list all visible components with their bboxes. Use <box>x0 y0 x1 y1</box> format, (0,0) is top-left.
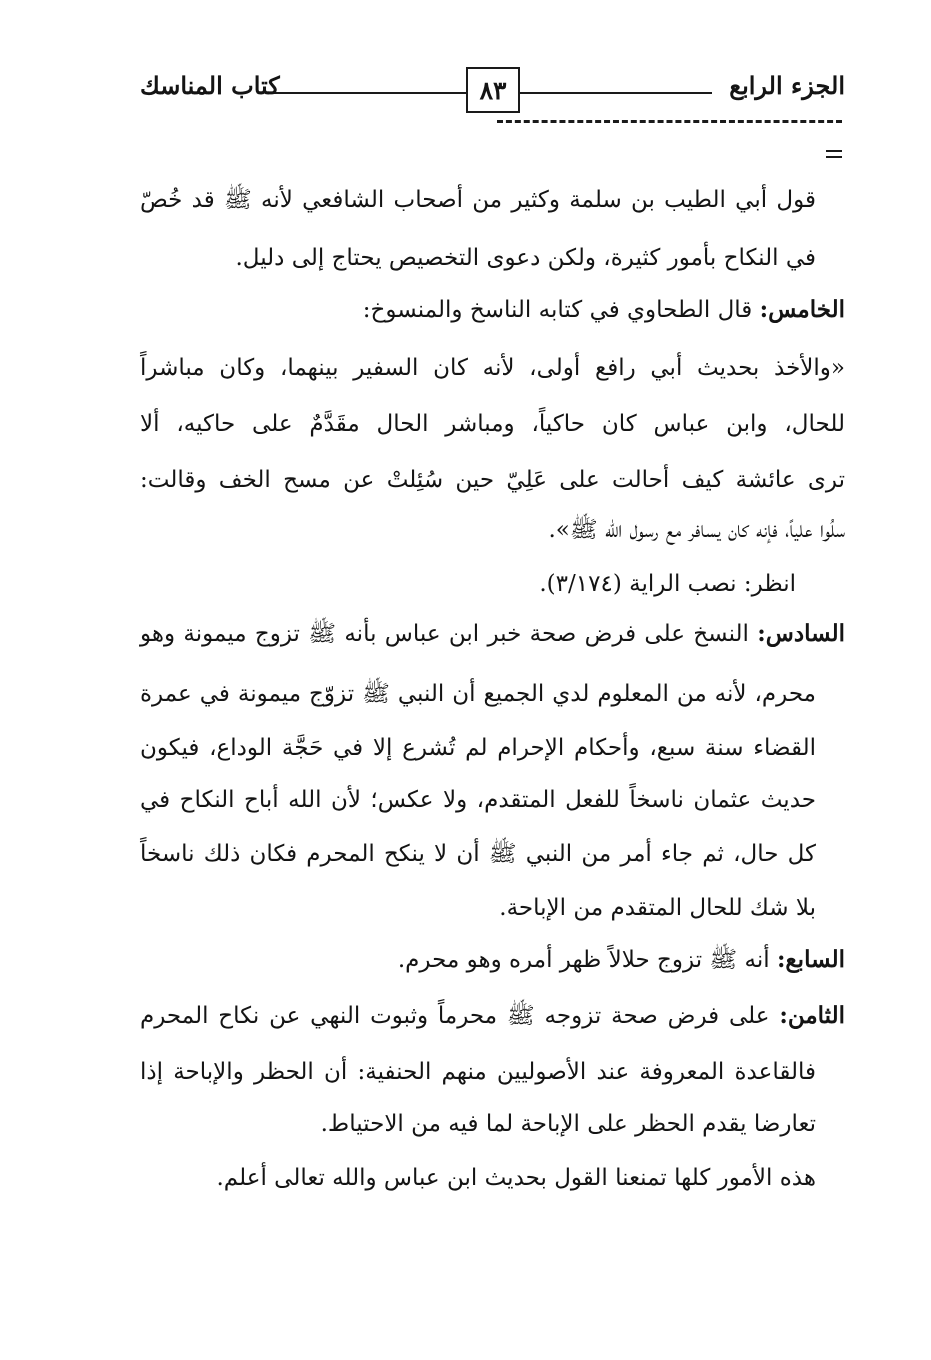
point-six <box>140 616 845 652</box>
point-eight-label: الثامن: <box>779 1002 846 1029</box>
point-seven-text: أنه ﷺ تزوج حلالاً ظهر أمره وهو محرم. <box>397 947 770 973</box>
page-number-box <box>466 67 520 113</box>
text-line-14: بلا شك للحال المتقدم من الإباحة. <box>499 895 816 921</box>
book-title: كتاب المناسك <box>140 71 280 100</box>
quote-line-2: للحال، وابن عباس كان حاكياً، ومباشر الحال مقَدَّمٌ على حاكيه، ألا <box>140 411 845 437</box>
point-eight-text: على فرض صحة تزوجه ﷺ محرماً وثبوت النهي عن نكاح المحرم <box>140 1003 770 1029</box>
page-number: ٨٣ <box>479 75 507 105</box>
header-rule-right <box>520 92 712 94</box>
text-line-18: تعارضا يقدم الحظر على الإباحة لما فيه من الاحتياط. <box>320 1111 816 1137</box>
separator-mark-bottom <box>826 156 842 158</box>
point-seven-label: السابع: <box>776 946 845 973</box>
text-line-17: فالقاعدة المعروفة عند الأصوليين منهم الحنفية: أن الحظر والإباحة إذا <box>140 1059 816 1085</box>
header-dashed-separator <box>497 120 842 123</box>
point-eight <box>140 998 845 1034</box>
separator-mark-top <box>826 150 842 152</box>
reference-line: انظر: نصب الراية (٣/١٧٤). <box>539 571 796 597</box>
text-line-2: في النكاح بأمور كثيرة، ولكن دعوى التخصيص يحتاج إلى دليل. <box>235 245 816 271</box>
text-line-19: هذه الأمور كلها تمنعنا القول بحديث ابن عباس والله تعالى أعلم. <box>216 1165 816 1191</box>
quote-line-3: ترى عائشة كيف أحالت على عَلِيّ حين سُئِلتْ عن مسح الخف وقالت: <box>140 467 845 493</box>
point-five-label: الخامس: <box>759 296 845 323</box>
point-six-label: السادس: <box>757 620 845 647</box>
point-five <box>363 292 845 328</box>
volume-title: الجزء الرابع <box>729 71 845 100</box>
text-line-13: كل حال، ثم جاء أمر من النبي ﷺ أن لا ينكح المحرم فكان ذلك ناسخاً <box>140 841 816 867</box>
quote-line-4: سلُوا علياً، فإنه كان يسافر مع رسول الله ﷺ». <box>548 517 845 543</box>
point-six-text: النسخ على فرض صحة خبر ابن عباس بأنه ﷺ تزوج ميمونة وهو <box>140 621 749 647</box>
text-line-10: محرم، لأنه من المعلوم لدي الجميع أن النبي ﷺ تزوّج ميمونة في عمرة <box>140 681 816 707</box>
point-seven <box>398 942 845 978</box>
header-rule-left <box>270 92 466 94</box>
text-line-1: قول أبي الطيب بن سلمة وكثير من أصحاب الشافعي لأنه ﷺ قد خُصّ <box>140 187 816 213</box>
text-line-12: حديث عثمان ناسخاً للفعل المتقدم، ولا عكس؛ لأن الله أباح النكاح في <box>140 787 816 813</box>
quote-line-1: «والأخذ بحديث أبي رافع أولى، لأنه كان السفير بينهما، وكان مباشراً <box>140 355 845 381</box>
point-five-text: قال الطحاوي في كتابه الناسخ والمنسوخ: <box>362 297 753 323</box>
text-line-11: القضاء سنة سبع، وأحكام الإحرام لم تُشرع إلا في حَجَّة الوداع، فيكون <box>140 735 816 761</box>
